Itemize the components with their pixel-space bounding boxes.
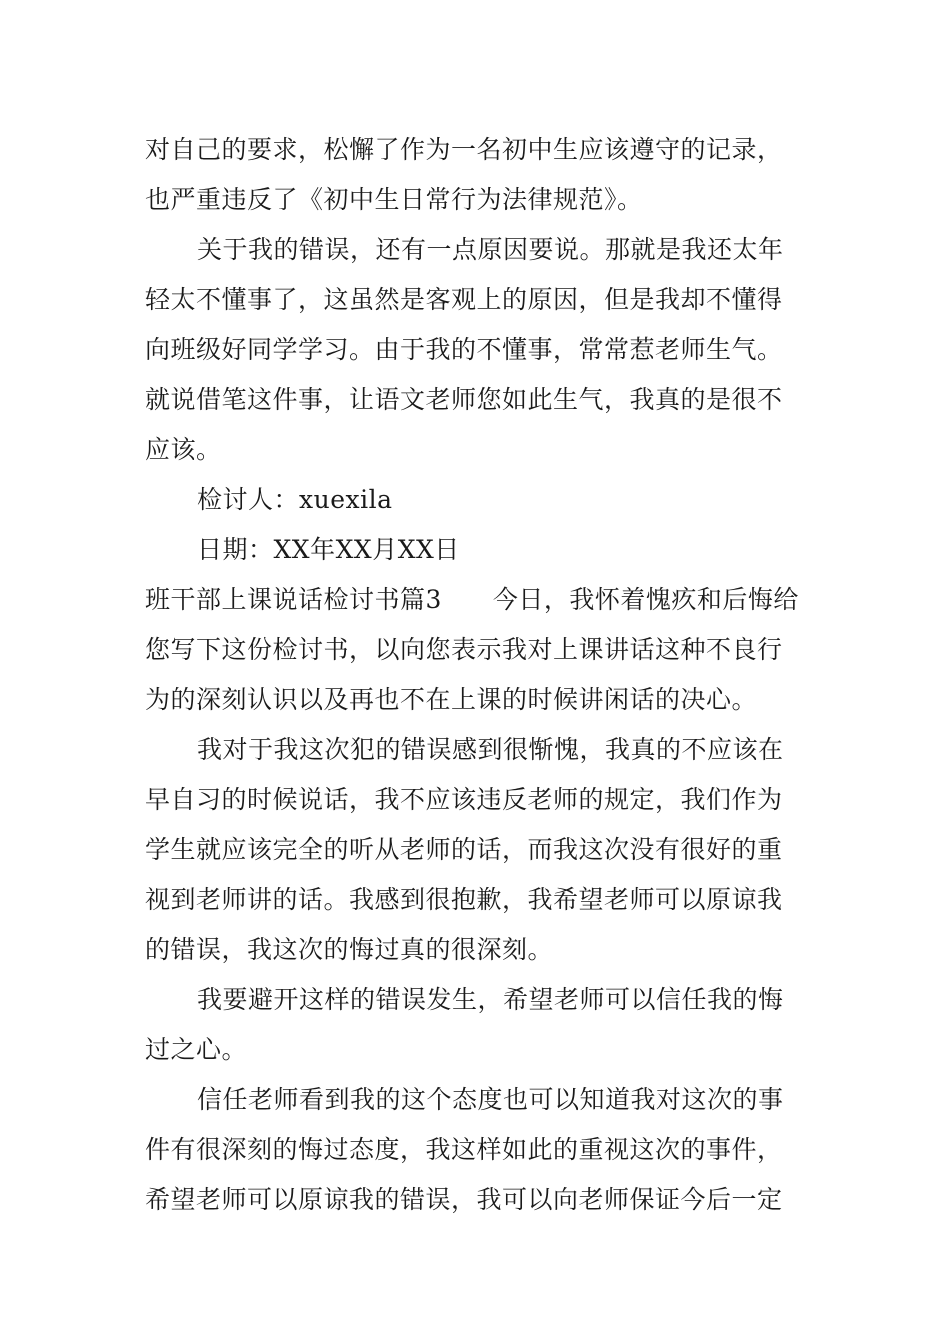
text-line: 也严重违反了《初中生日常行为法律规范》。: [145, 185, 643, 214]
section-heading-line: 班干部上课说话检讨书篇3 今日，我怀着愧疚和后悔给: [145, 585, 799, 614]
text-line: 学生就应该完全的听从老师的话，而我这次没有很好的重: [145, 835, 783, 864]
text-line: 视到老师讲的话。我感到很抱歉，我希望老师可以原谅我: [145, 885, 783, 914]
text-line: 向班级好同学学习。由于我的不懂事，常常惹老师生气。: [145, 335, 783, 364]
text-line: 对自己的要求，松懈了作为一名初中生应该遵守的记录，: [145, 135, 783, 164]
paragraph-start-line: 信任老师看到我的这个态度也可以知道我对这次的事: [197, 1085, 784, 1114]
paragraph-start-line: 关于我的错误，还有一点原因要说。那就是我还太年: [197, 235, 784, 264]
text-line: 希望老师可以原谅我的错误，我可以向老师保证今后一定: [145, 1185, 783, 1214]
signature-line: 检讨人：xuexila: [197, 485, 393, 514]
paragraph-start-line: 我要避开这样的错误发生，希望老师可以信任我的悔: [197, 985, 784, 1014]
date-line: 日期：XX年XX月XX日: [197, 535, 460, 564]
text-line: 过之心。: [145, 1035, 248, 1064]
text-line: 您写下这份检讨书，以向您表示我对上课讲话这种不良行: [145, 635, 783, 664]
text-line: 应该。: [145, 435, 222, 464]
text-line: 轻太不懂事了，这虽然是客观上的原因，但是我却不懂得: [145, 285, 783, 314]
text-line: 的错误，我这次的悔过真的很深刻。: [145, 935, 554, 964]
text-line: 就说借笔这件事，让语文老师您如此生气，我真的是很不: [145, 385, 783, 414]
text-line: 件有很深刻的悔过态度，我这样如此的重视这次的事件，: [145, 1135, 783, 1164]
paragraph-start-line: 我对于我这次犯的错误感到很惭愧，我真的不应该在: [197, 735, 784, 764]
text-line: 早自习的时候说话，我不应该违反老师的规定，我们作为: [145, 785, 783, 814]
text-line: 为的深刻认识以及再也不在上课的时候讲闲话的决心。: [145, 685, 758, 714]
